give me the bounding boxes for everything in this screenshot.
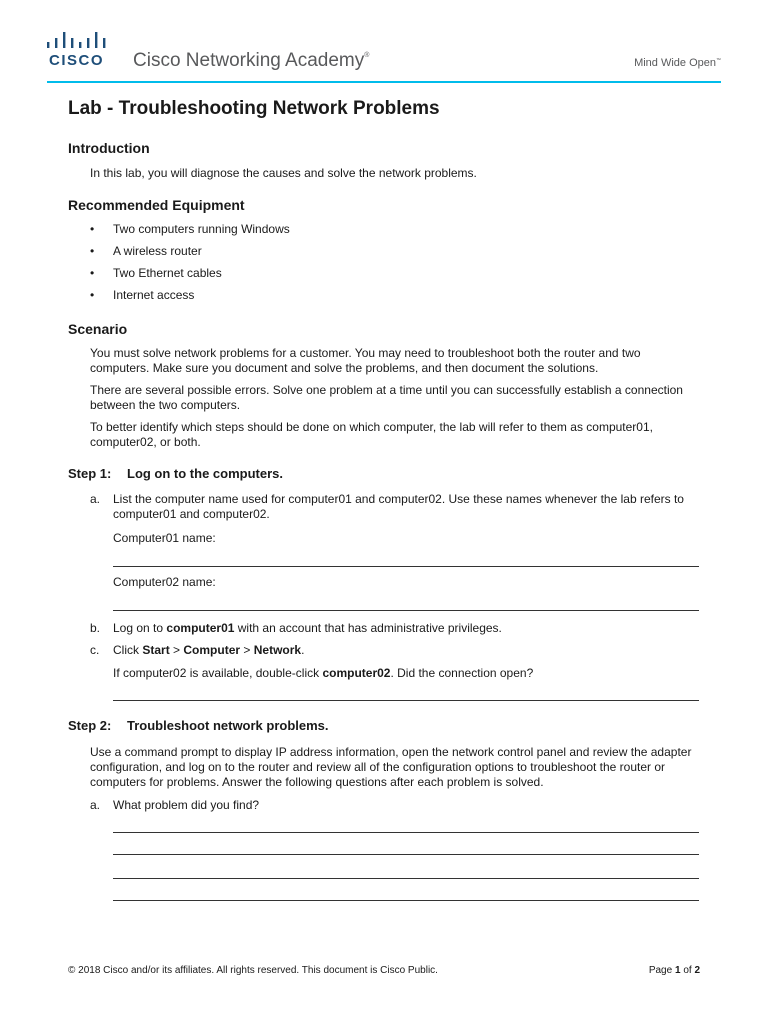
step-2a-question: What problem did you find? (113, 798, 260, 812)
computer01-answer-line[interactable] (113, 566, 699, 567)
scenario-paragraph-3: To better identify which steps should be done on which computer, the lab will refer to them as computer01, computer02, or both. (90, 420, 653, 449)
page-title: Lab - Troubleshooting Network Problems (68, 98, 440, 119)
scenario-heading: Scenario (68, 321, 128, 337)
step-1a-text: List the computer name used for computer01 and computer02. Use these names whenever the lab refers to computer01 and computer02. (113, 492, 684, 521)
header-divider (47, 81, 721, 83)
list-item: A wireless router (113, 244, 202, 258)
bullet-icon: • (90, 266, 95, 280)
cisco-wordmark: CISCO (49, 52, 105, 69)
cisco-bars-logo (47, 32, 111, 50)
bullet-icon: • (90, 244, 95, 258)
product-name: Cisco Networking Academy® (133, 50, 370, 71)
step-2-heading: Step 2: Troubleshoot network problems. (68, 718, 329, 733)
scenario-paragraph-1: You must solve network problems for a customer. You may need to troubleshoot both the router and two computers. Make sure you document and solve the problems, and then document the solutions. (90, 346, 641, 375)
problem-answer-line[interactable] (113, 878, 699, 879)
step-1a-letter: a. (90, 492, 101, 506)
bullet-icon: • (90, 288, 95, 302)
step-2-intro: Use a command prompt to display IP address information, open the network control panel and review the adapter configuration, and log on to the router and review all of the configuration options to troubleshoot the router or computers for problems. Answer the following questions after each problem is solved. (90, 745, 692, 789)
page-number: Page 1 of 2 (648, 965, 700, 976)
problem-answer-line[interactable] (113, 854, 699, 855)
equipment-heading: Recommended Equipment (68, 197, 245, 213)
connection-answer-line[interactable] (113, 700, 699, 701)
step-1-heading: Step 1: Log on to the computers. (68, 466, 283, 481)
list-item: Internet access (113, 288, 195, 302)
step-1c-question: If computer02 is available, double-click computer02. Did the connection open? (113, 666, 534, 680)
tagline: Mind Wide Open™ (634, 57, 721, 69)
copyright-text: © 2018 Cisco and/or its affiliates. All rights reserved. This document is Cisco Public. (68, 965, 438, 976)
step-1b-letter: b. (90, 621, 101, 635)
list-item: Two Ethernet cables (113, 266, 222, 280)
problem-answer-line[interactable] (113, 900, 699, 901)
bullet-icon: • (90, 222, 95, 236)
problem-answer-line[interactable] (113, 832, 699, 833)
step-1c-letter: c. (90, 643, 100, 657)
scenario-paragraph-2: There are several possible errors. Solve one problem at a time until you can successfully establish a connection between the two computers. (90, 383, 683, 412)
intro-text: In this lab, you will diagnose the causes and solve the network problems. (90, 166, 477, 180)
list-item: Two computers running Windows (113, 222, 290, 236)
computer01-name-label: Computer01 name: (113, 531, 216, 545)
step-1b-text: Log on to computer01 with an account that has administrative privileges. (113, 621, 502, 635)
step-2a-letter: a. (90, 798, 101, 812)
step-1c-text: Click Start > Computer > Network. (113, 643, 305, 657)
computer02-name-label: Computer02 name: (113, 575, 216, 589)
intro-heading: Introduction (68, 140, 150, 156)
computer02-answer-line[interactable] (113, 610, 699, 611)
